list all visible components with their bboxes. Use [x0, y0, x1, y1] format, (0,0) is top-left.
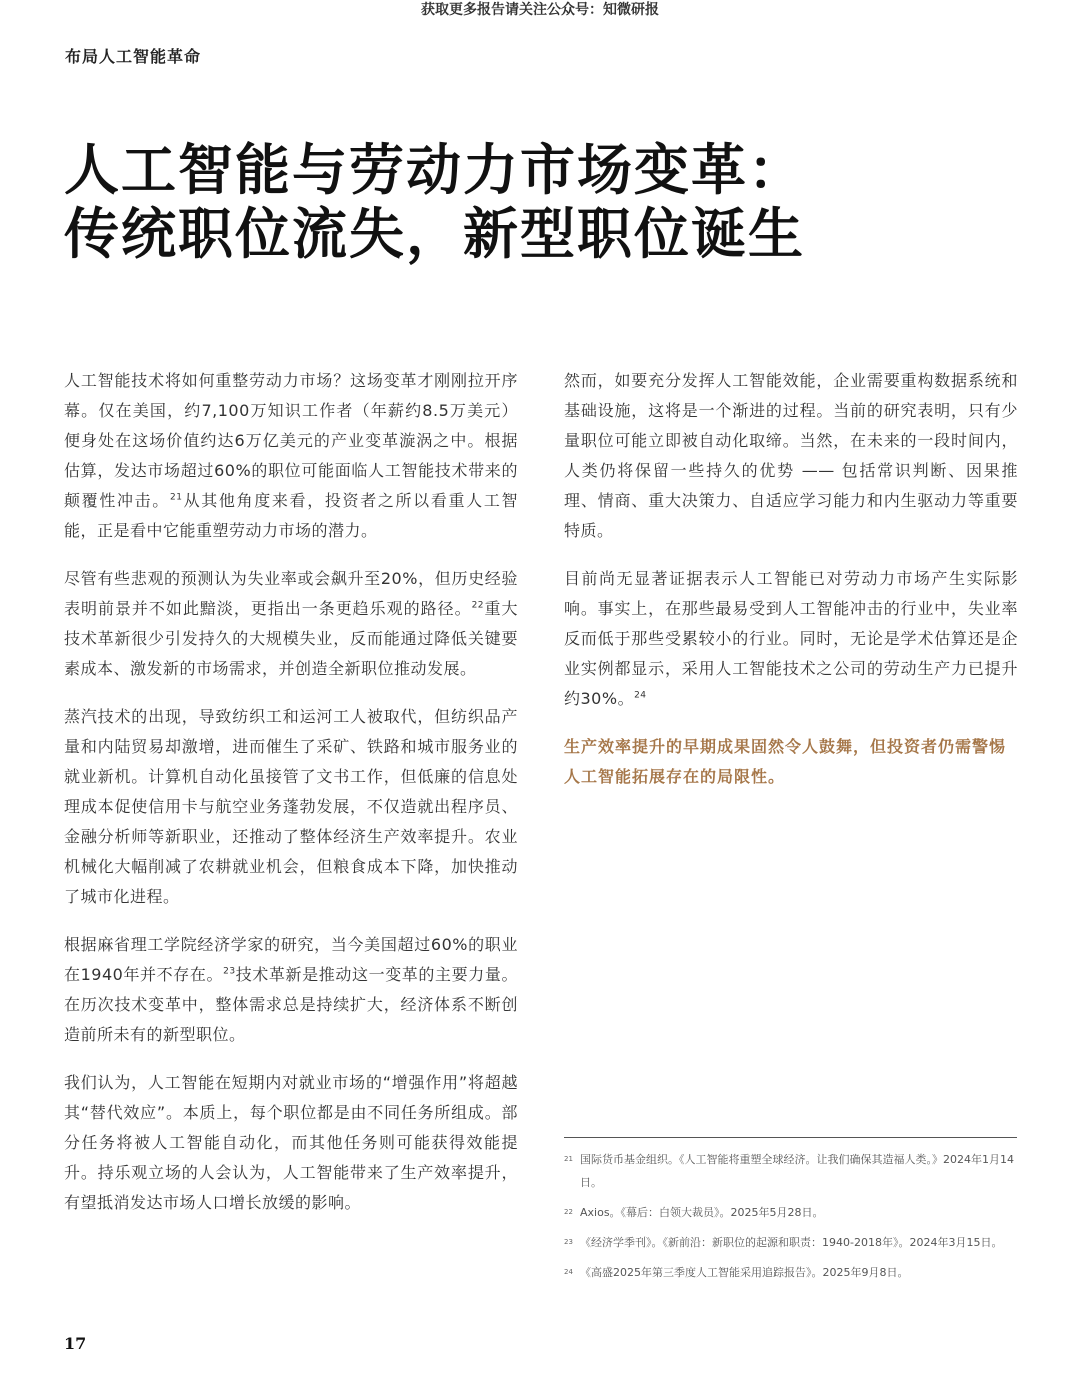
footnote-item: 22 Axios。《幕后：白领大裁员》。2025年5月28日。 [564, 1206, 824, 1219]
paragraph: 目前尚无显著证据表示人工智能已对劳动力市场产生实际影响。事实上，在那些最易受到人工智能冲击的行业中，失业率反而低于那些受累较小的行业。同时，无论是学术估算还是企业实例都显示，采用人工智能技术之公司的劳动生产力已提升约30%。$^{24}$ [564, 569, 1018, 708]
paragraph: 尽管有些悲观的预测认为失业率或会飙升至20%，但历史经验表明前景并不如此黯淡，更指出一条更趋乐观的路径。$^{22}$重大技术革新很少引发持久的大规模失业，反而能通过降低关键要素成本、激发新的市场需求，并创造全新职位推动发展。 [64, 569, 518, 678]
footnotes [564, 1137, 1017, 1291]
footnote-item: 23 《经济学季刊》。《新前沿：新职位的起源和职责：1940-2018年》。2024年3月15日。 [564, 1236, 1003, 1249]
footnote-ref[interactable]: 23 [223, 966, 236, 977]
left-column [64, 366, 518, 1236]
paragraph: 我们认为，人工智能在短期内对就业市场的“增强作用”将超越其“替代效应”。本质上，每个职位都是由不同任务所组成。部分任务将被人工智能自动化，而其他任务则可能获得效能提升。持乐观立场的人会认为，人工智能带来了生产效率提升，有望抵消发达市场人口增长放缓的影响。 [64, 1073, 518, 1212]
footnote-item: 21 国际货币基金组织。《人工智能将重塑全球经济。让我们确保其造福人类。》2024年1月14日。 [564, 1153, 1014, 1189]
footnote-ref[interactable]: 22 [471, 600, 485, 611]
pull-quote: 生产效率提升的早期成果固然令人鼓舞，但投资者仍需警惕人工智能拓展存在的局限性。 [564, 737, 1007, 786]
watermark-header: 获取更多报告请关注公众号：知微研报 [421, 2, 659, 18]
right-column [564, 366, 1018, 792]
footnote-ref[interactable]: 24 [634, 690, 647, 701]
paragraph: 根据麻省理工学院经济学家的研究，当今美国超过60%的职业在1940年并不存在。$^{23}$技术革新是推动这一变革的主要力量。在历次技术变革中，整体需求总是持续扩大，经济体系不断创造前所未有的新型职位。 [64, 935, 518, 1044]
page-number: 17 [64, 1334, 87, 1353]
section-label: 布局人工智能革命 [65, 47, 202, 66]
paragraph: 蒸汽技术的出现，导致纺织工和运河工人被取代，但纺织品产量和内陆贸易却激增，进而催生了采矿、铁路和城市服务业的就业新机。计算机自动化虽接管了文书工作，但低廉的信息处理成本促使信用卡与航空业务蓬勃发展，不仅造就出程序员、金融分析师等新职业，还推动了整体经济生产效率提升。农业机械化大幅削减了农耕就业机会，但粮食成本下降，加快推动了城市化进程。 [64, 707, 518, 906]
page-title [64, 138, 1024, 266]
paragraph: 人工智能技术将如何重整劳动力市场？这场变革才刚刚拉开序幕。仅在美国，约7,100万知识工作者（年薪约8.5万美元）便身处在这场价值约达6万亿美元的产业变革漩涡之中。根据估算，发达市场超过60%的职位可能面临人工智能技术带来的颠覆性冲击。$^{21}$从其他角度来看，投资者之所以看重人工智能，正是看中它能重塑劳动力市场的潜力。 [64, 371, 518, 540]
title-line-2: 传统职位流失，新型职位诞生 [64, 201, 806, 266]
paragraph: 然而，如要充分发挥人工智能效能，企业需要重构数据系统和基础设施，这将是一个渐进的过程。当前的研究表明，只有少量职位可能立即被自动化取缔。当然，在未来的一段时间内，人类仍将保留一些持久的优势 —— 包括常识判断、因果推理、情商、重大决策力、自适应学习能力和内生驱动力等重要特质。 [564, 371, 1018, 540]
footnote-item: 24 《高盛2025年第三季度人工智能采用追踪报告》。2025年9月8日。 [564, 1266, 909, 1279]
title-line-1: 人工智能与劳动力市场变革： [64, 137, 806, 202]
footnote-ref[interactable]: 21 [169, 492, 183, 503]
